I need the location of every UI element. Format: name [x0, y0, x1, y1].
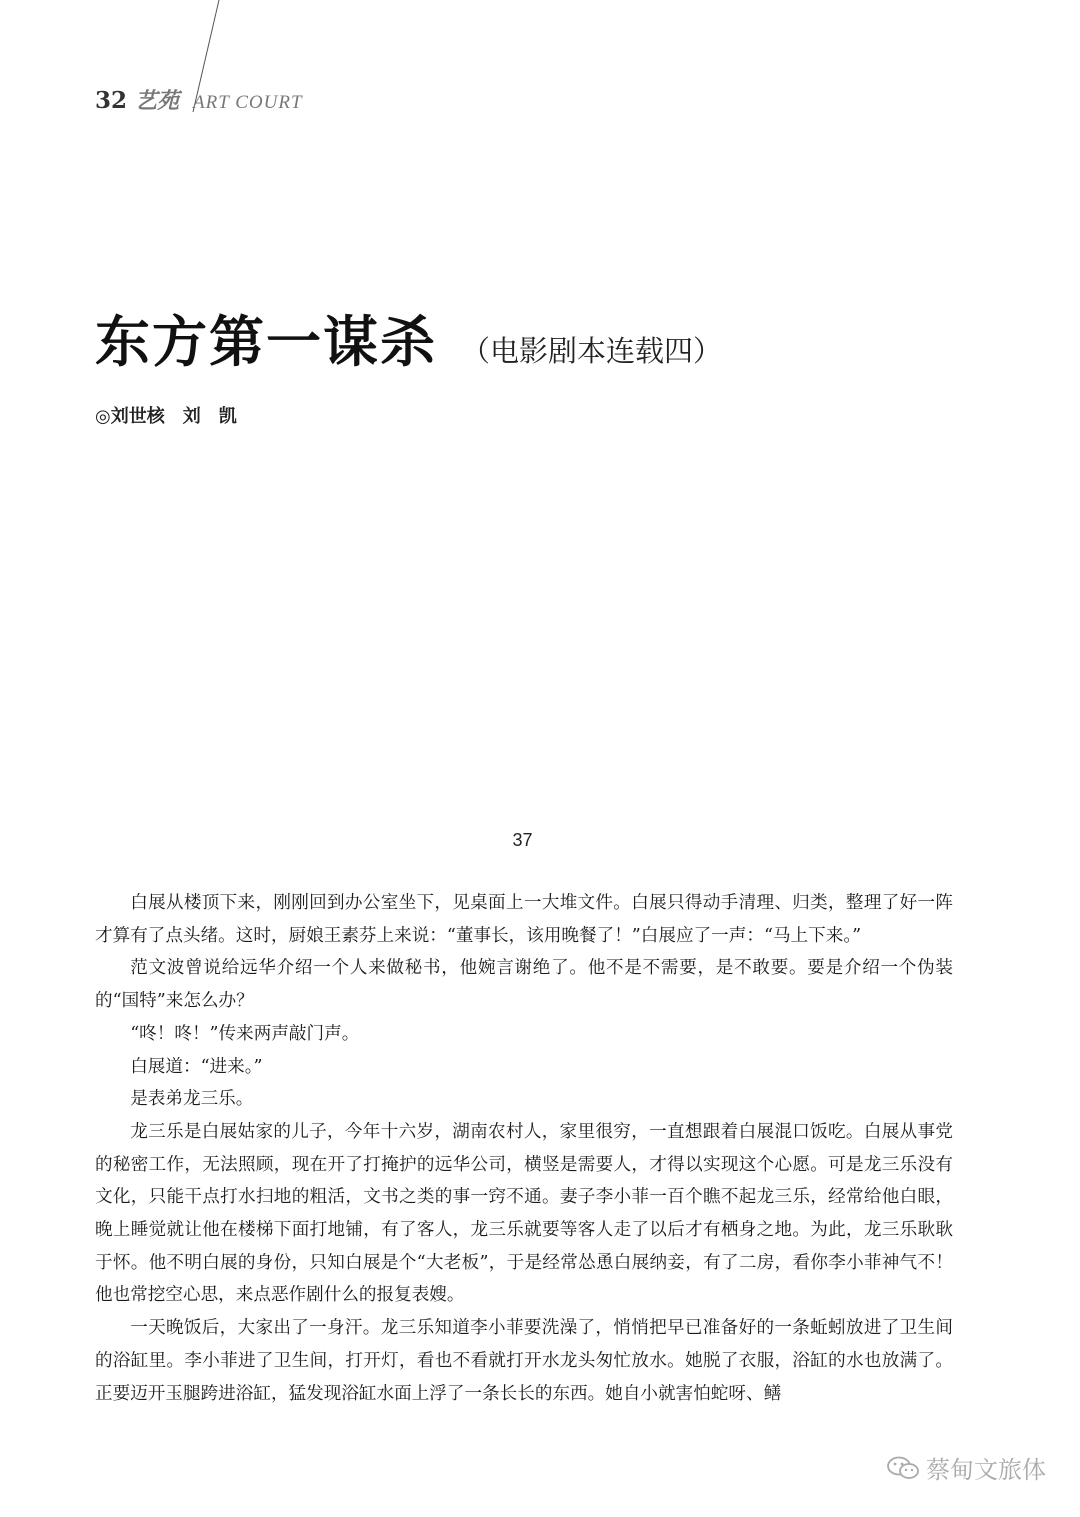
section-name-en: ART COURT	[193, 92, 303, 113]
article-body	[95, 887, 953, 1410]
paragraph: 是表弟龙三乐。	[130, 1089, 254, 1110]
watermark	[886, 1450, 1046, 1485]
header-divider-line	[0, 0, 1080, 140]
paragraph: 范文波曾说给远华介绍一个人来做秘书，他婉言谢绝了。他不是不需要，是不敢要。要是介绍一个伪装的“国特”来怎么办？	[95, 958, 953, 1012]
paragraph: “咚！咚！”传来两声敲门声。	[130, 1023, 360, 1044]
article-subtitle: （电影剧本连载四）	[461, 334, 723, 368]
article-title: 东方第一谋杀	[95, 310, 438, 374]
page-number: 32	[95, 87, 128, 114]
section-name-cn: 艺苑	[135, 89, 180, 114]
title-block	[95, 298, 722, 377]
author-byline: ◎刘世核 刘 凯	[95, 406, 237, 427]
paragraph: 一天晚饭后，大家出了一身汗。龙三乐知道李小菲要洗澡了，悄悄把早已准备好的一条蚯蚓放进了卫生间的浴缸里。李小菲进了卫生间，打开灯，看也不看就打开水龙头匆忙放水。她脱了衣服，浴缸的水也放满了。正要迈开玉腿跨进浴缸，猛发现浴缸水面上浮了一条长长的东西。她自小就害怕蛇呀、鳝	[95, 1318, 953, 1404]
paragraph: 白展道：“进来。”	[130, 1056, 263, 1077]
watermark-text: 蔡甸文旅体	[926, 1456, 1046, 1484]
wechat-icon	[886, 1456, 920, 1480]
paragraph: 龙三乐是白展姑家的儿子，今年十六岁，湖南农村人，家里很穷，一直想跟着白展混口饭吃。白展从事党的秘密工作，无法照顾，现在开了打掩护的远华公司，横竖是需要人，才得以实现这个心愿。可是龙三乐没有文化，只能干点打水扫地的粗活，文书之类的事一窍不通。妻子李小菲一百个瞧不起龙三乐，经常给他白眼，晚上睡觉就让他在楼梯下面打地铺，有了客人，龙三乐就要等客人走了以后才有栖身之地。为此，龙三乐耿耿于怀。他不明白展的身份，只知白展是个“大老板”，于是经常怂恿白展纳妾，有了二房，看你李小菲神气不！他也常挖空心思，来点恶作剧什么的报复表嫂。	[95, 1121, 953, 1306]
running-header	[95, 84, 303, 118]
part-number: 37	[512, 830, 533, 850]
paragraph: 白展从楼顶下来，刚刚回到办公室坐下，见桌面上一大堆文件。白展只得动手清理、归类，整理了好一阵才算有了点头绪。这时，厨娘王素芬上来说：“董事长，该用晚餐了！”白展应了一声：“马上下来。”	[95, 893, 953, 946]
